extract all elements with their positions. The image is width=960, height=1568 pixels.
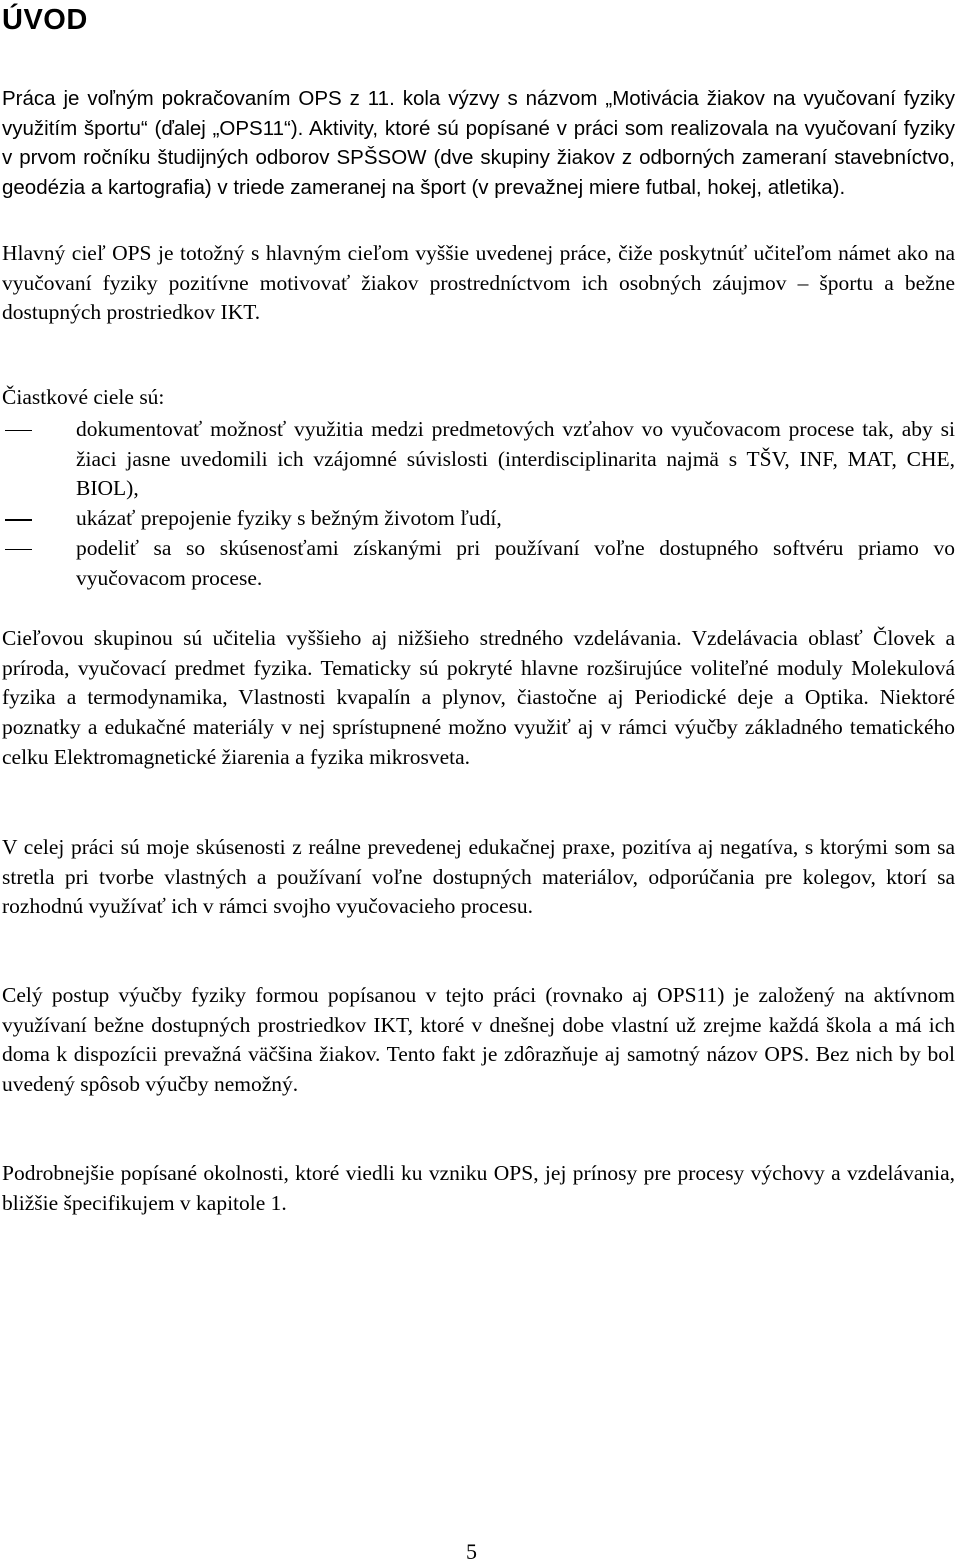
main-goal-paragraph: Hlavný cieľ OPS je totožný s hlavným cieľom vyššie uvedenej práce, čiže poskytnúť učiteľom námet ako na vyučovaní fyziky pozitívne motivovať žiakov prostredníctvom ich osobných záujmov – športu a bežne dostupných prostriedkov IKT. xyxy=(2,241,955,325)
closing-paragraph: Podrobnejšie popísané okolnosti, ktoré viedli ku vzniku OPS, jej prínosy pre procesy výchovy a vzdelávania, bližšie špecifikujem v kapitole 1. xyxy=(2,1161,955,1215)
experience-paragraph: V celej práci sú moje skúsenosti z reálne prevedenej edukačnej praxe, pozitíva aj negatíva, s ktorými som sa stretla pri tvorbe vlastných a používaní voľne dostupných materiálov, odporúčania pre kolegov, ktorí sa rozhodnú využívať ich v rámci svojho vyučovacieho procesu. xyxy=(2,835,955,919)
page-number: 5 xyxy=(466,1539,477,1564)
list-item-text: ukázať prepojenie fyziky s bežným životom ľudí, xyxy=(76,506,502,531)
list-item xyxy=(2,504,955,534)
target-group-paragraph: Cieľovou skupinou sú učitelia vyššieho aj nižšieho stredného vzdelávania. Vzdelávacia oblasť Človek a príroda, vyučovací predmet fyzika. Tematicky sú pokryté hlavne rozširujúce voliteľné moduly Molekulová fyzika a termodynamika, Vlastnosti kvapalín a plynov, čiastočne aj Periodické deje a Optika. Niektoré poznatky a edukačné materiály v nej sprístupnené možno využiť aj v rámci výučby základného tematického celku Elektromagnetické žiarenia a fyzika mikrosveta. xyxy=(2,626,955,769)
list-item-text: podeliť sa so skúsenosťami získanými pri používaní voľne dostupného softvéru priamo vo vyučovacom procese. xyxy=(76,535,955,590)
partial-goals-list xyxy=(2,415,955,593)
list-item xyxy=(2,415,955,504)
partial-goals-label: Čiastkové ciele sú: xyxy=(2,385,165,409)
section-heading: ÚVOD xyxy=(2,4,88,36)
list-item-text: dokumentovať možnosť využitia medzi predmetových vzťahov vo vyučovacom procese tak, aby si žiaci jasne uvedomili ich vzájomné súvislosti (interdisciplinarita najmä s TŠV, INF, MAT, CHE, BIOL), xyxy=(76,417,955,501)
ikt-paragraph: Celý postup výučby fyziky formou popísanou v tejto práci (rovnako aj OPS11) je založený na aktívnom využívaní bežne dostupných prostriedkov IKT, ktoré v dnešnej dobe vlastní už zrejme každá škola a má ich doma k dispozícii prevažná väčšina žiakov. Tento fakt je zdôrazňuje aj samotný názov OPS. Bez nich by bol uvedený spôsob výučby nemožný. xyxy=(2,983,955,1097)
list-item xyxy=(2,534,955,593)
intro-paragraph: Práca je voľným pokračovaním OPS z 11. kola výzvy s názvom „Motivácia žiakov na vyučovaní fyziky využitím športu“ (ďalej „OPS11“). Aktivity, ktoré sú popísané v práci som realizovala na vyučovaní fyziky v prvom ročníku študijných odborov SPŠSOW (dve skupiny žiakov z odborných zameraní stavebníctvo, geodézia a kartografia) v triede zameranej na šport (v prevažnej miere futbal, hokej, atletika). xyxy=(2,87,955,200)
